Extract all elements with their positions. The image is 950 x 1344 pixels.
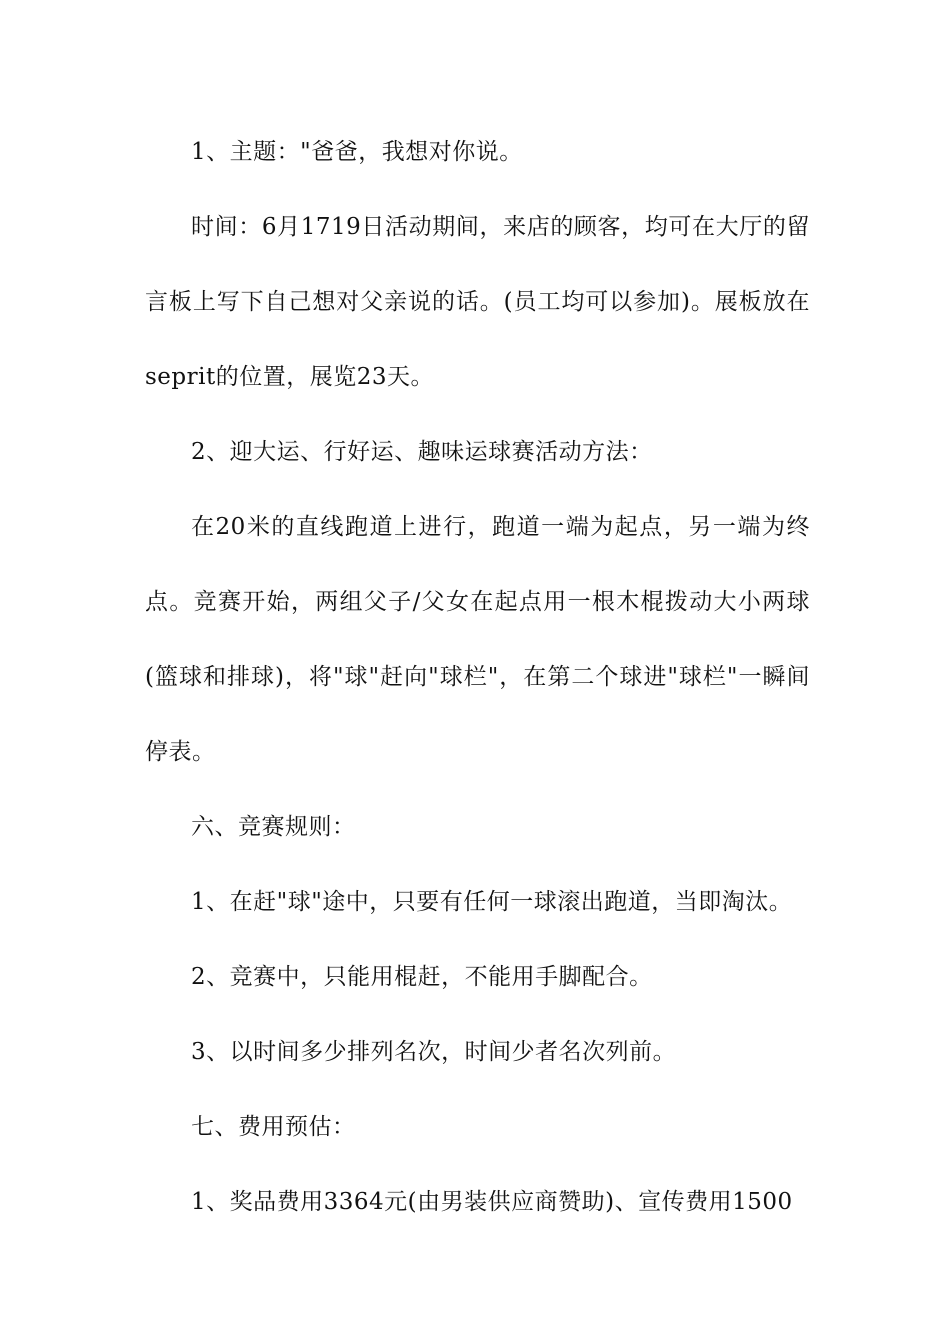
paragraph-time: 时间：6月1719日活动期间，来店的顾客，均可在大厅的留言板上写下自己想对父亲说的话。(员工均可以参加)。展板放在seprit的位置，展览23天。 (145, 214, 810, 390)
section-heading-costs: 七、费用预估： (191, 1114, 356, 1140)
section-heading-rules: 六、竞赛规则： (191, 814, 356, 840)
paragraph-theme: 1、主题："爸爸，我想对你说。 (191, 139, 523, 165)
cost-item-1: 1、奖品费用3364元(由男装供应商赞助)、宣传费用1500 (191, 1189, 793, 1215)
rule-item-3: 3、以时间多少排列名次，时间少者名次列前。 (191, 1039, 677, 1065)
paragraph-ball-game-method: 在20米的直线跑道上进行，跑道一端为起点，另一端为终点。竞赛开始，两组父子/父女在起点用一根木棍拨动大小两球(篮球和排球)，将"球"赶向"球栏"，在第二个球进"球栏"一瞬间停表。 (145, 514, 810, 765)
document-body (145, 115, 810, 1240)
rule-item-2: 2、竞赛中，只能用棍赶，不能用手脚配合。 (191, 964, 653, 990)
paragraph-ball-game-title: 2、迎大运、行好运、趣味运球赛活动方法： (191, 439, 653, 465)
rule-item-1: 1、在赶"球"途中，只要有任何一球滚出跑道，当即淘汰。 (191, 889, 793, 915)
